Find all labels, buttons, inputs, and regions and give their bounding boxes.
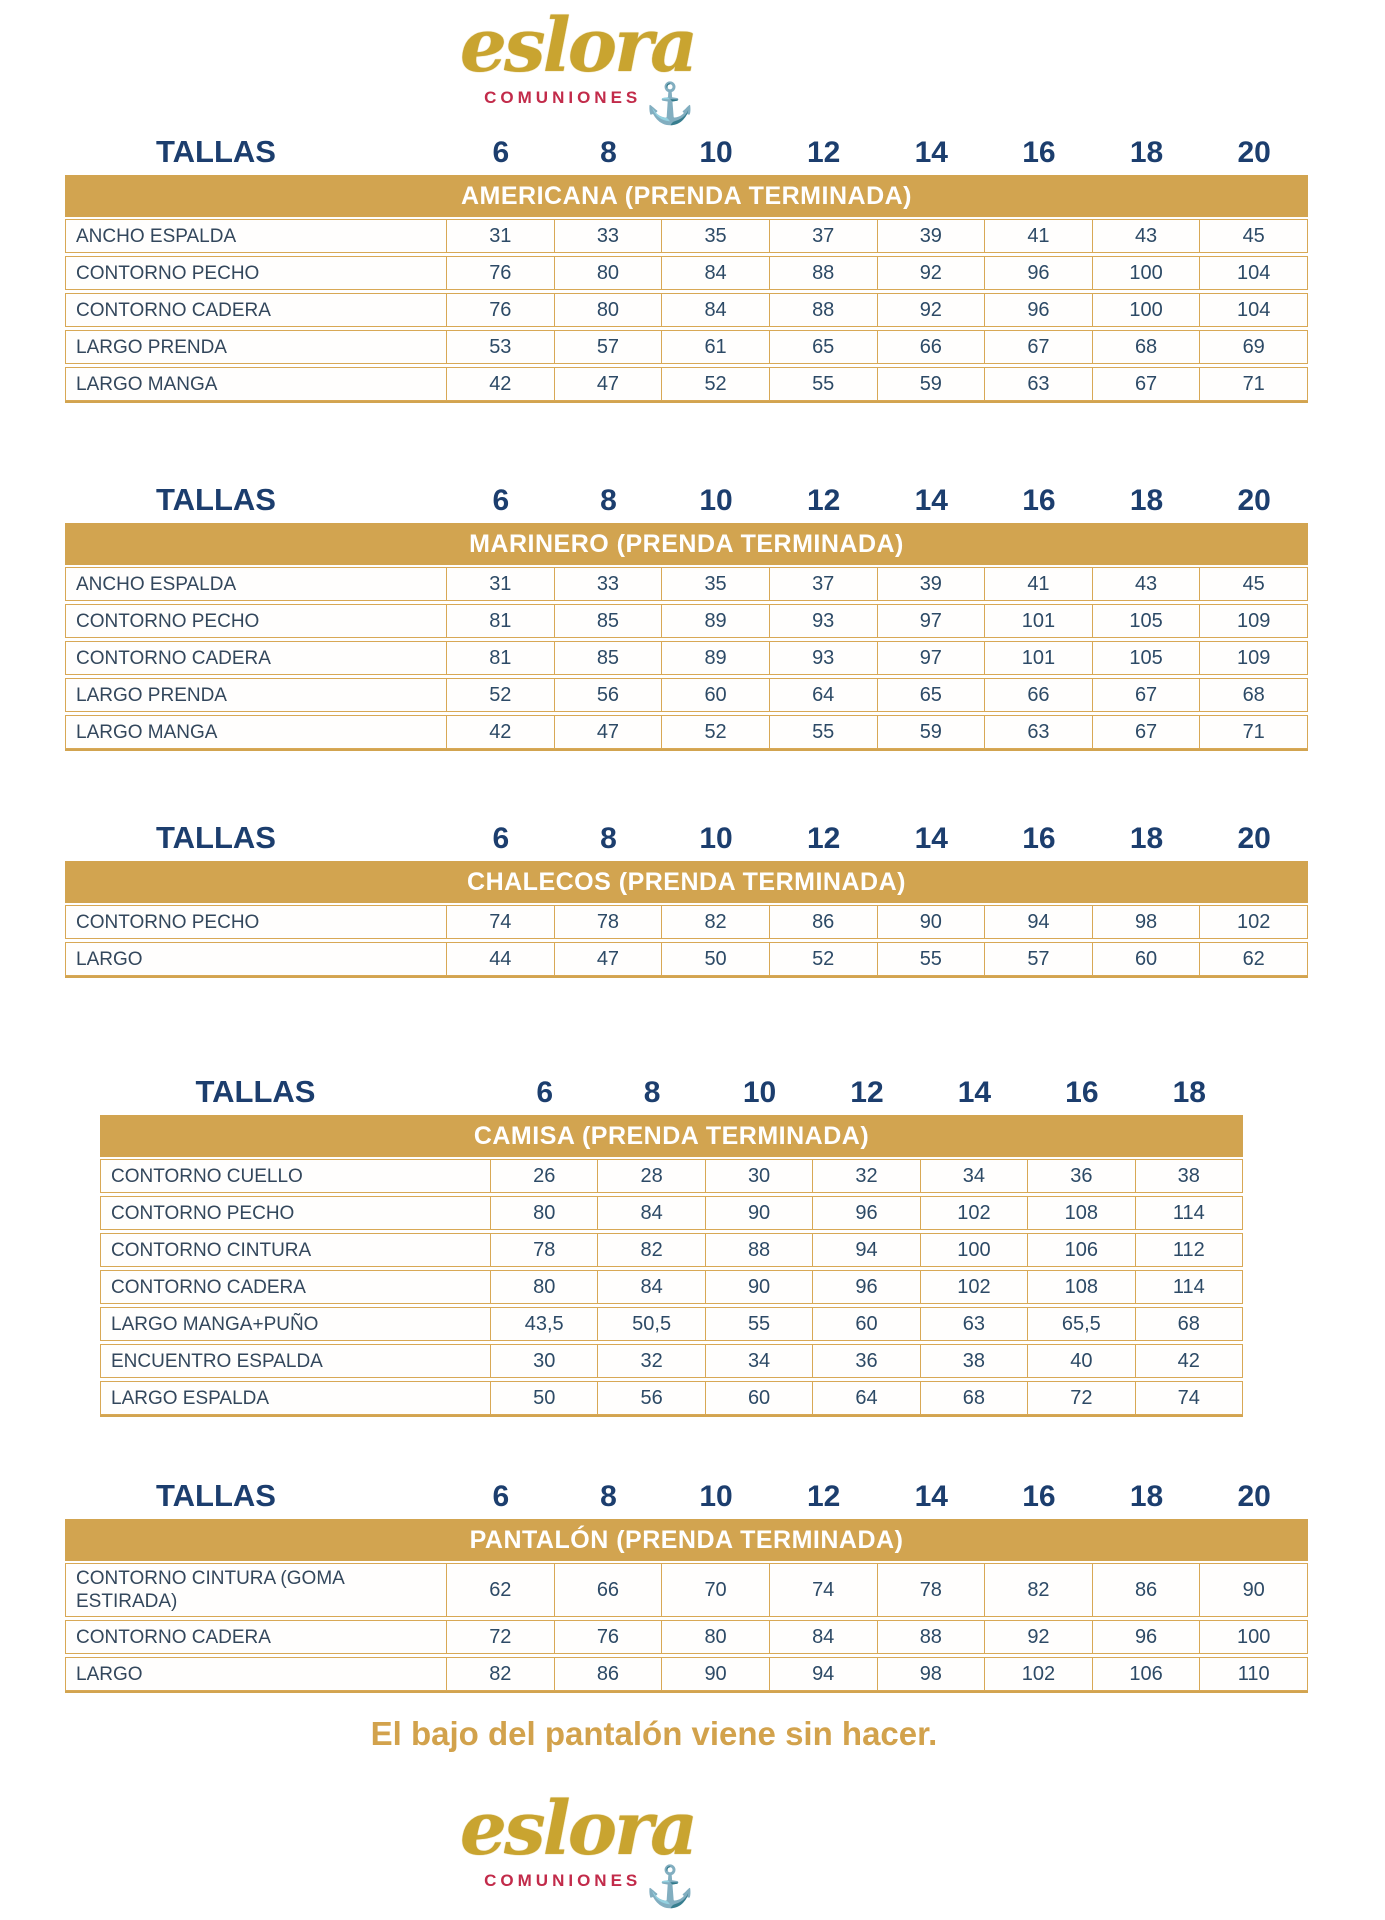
row-label: CONTORNO CADERA [65,1620,447,1654]
measurement-value: 86 [554,1657,663,1691]
measurement-value: 35 [661,219,770,253]
measurement-value: 55 [877,942,986,976]
measurement-value: 53 [446,330,555,364]
size-column-header: 10 [699,1480,733,1513]
table-row [65,256,1308,290]
measurement-value: 65 [769,330,878,364]
measurement-value: 81 [446,641,555,675]
measurement-value: 52 [769,942,878,976]
measurement-value: 96 [984,293,1093,327]
table-row [65,1563,1308,1617]
brand-subtitle: COMUNIONES [484,88,642,107]
table-row [65,367,1308,401]
measurement-value: 109 [1199,604,1308,638]
size-column-header: 12 [807,1480,841,1513]
measurement-value: 55 [769,367,878,401]
measurement-value: 68 [1199,678,1308,712]
measurement-value: 64 [812,1381,920,1415]
size-column-header: 14 [914,136,948,169]
size-column-header: 8 [600,136,617,169]
size-column-header: 14 [914,484,948,517]
measurement-value: 31 [446,567,555,601]
table-row [65,678,1308,712]
measurement-value: 59 [877,367,986,401]
size-column-header: 6 [492,1480,510,1513]
table-row [100,1233,1243,1267]
brand-logo-top [459,0,696,126]
brand-subtitle-row [460,74,696,126]
measurement-value: 59 [877,715,986,749]
measurement-value: 69 [1199,330,1308,364]
row-label: CONTORNO CADERA [65,641,447,675]
measurement-value: 82 [984,1563,1093,1617]
size-column-header: 10 [699,822,733,855]
table-body [65,219,1308,403]
measurement-value: 84 [661,256,770,290]
measurement-value: 76 [446,256,555,290]
brand-subtitle: COMUNIONES [484,1871,642,1890]
table-row [65,219,1308,253]
table-title-band: AMERICANA (PRENDA TERMINADA) [65,175,1308,219]
measurement-value: 66 [554,1563,663,1617]
tallas-label: TALLAS [156,820,276,855]
measurement-value: 78 [554,905,663,939]
table-title-band: CHALECOS (PRENDA TERMINADA) [65,861,1308,905]
size-column-header: 14 [914,1480,948,1513]
measurement-value: 31 [446,219,555,253]
measurement-value: 39 [877,219,986,253]
measurement-value: 84 [769,1620,878,1654]
measurement-value: 52 [446,678,555,712]
measurement-value: 86 [769,905,878,939]
measurement-value: 44 [446,942,555,976]
measurement-value: 88 [877,1620,986,1654]
measurement-value: 106 [1092,1657,1201,1691]
measurement-value: 96 [1092,1620,1201,1654]
measurement-value: 43 [1092,567,1201,601]
row-label: CONTORNO CUELLO [100,1159,491,1193]
table-row [65,1657,1308,1691]
measurement-value: 64 [769,678,878,712]
footer-note: El bajo del pantalón viene sin hacer. [370,1715,938,1752]
measurement-value: 66 [984,678,1093,712]
measurement-value: 98 [877,1657,986,1691]
size-column-header: 18 [1129,136,1164,169]
measurement-value: 84 [661,293,770,327]
table-row [65,330,1308,364]
row-label: CONTORNO CADERA [65,293,447,327]
sizes-header-row [65,481,1308,523]
measurement-value: 65,5 [1027,1307,1135,1341]
measurement-value: 32 [812,1159,920,1193]
measurement-value: 32 [597,1344,705,1378]
measurement-value: 37 [769,567,878,601]
measurement-value: 57 [554,330,663,364]
measurement-value: 82 [446,1657,555,1691]
size-column-header: 18 [1129,822,1164,855]
table-row [65,1620,1308,1654]
row-label: LARGO [65,1657,447,1691]
measurement-value: 42 [1135,1344,1243,1378]
table-row [65,905,1308,939]
measurement-value: 93 [769,604,878,638]
measurement-value: 50,5 [597,1307,705,1341]
measurement-value: 104 [1199,293,1308,327]
measurement-value: 82 [661,905,770,939]
section-marinero [65,481,1308,751]
measurement-value: 96 [812,1270,920,1304]
measurement-value: 86 [1092,1563,1201,1617]
measurement-value: 68 [1135,1307,1243,1341]
measurement-value: 101 [984,641,1093,675]
measurement-value: 90 [877,905,986,939]
measurement-value: 60 [1092,942,1201,976]
row-label: LARGO MANGA+PUÑO [100,1307,491,1341]
measurement-value: 90 [661,1657,770,1691]
measurement-value: 102 [984,1657,1093,1691]
measurement-value: 82 [597,1233,705,1267]
measurement-value: 92 [877,256,986,290]
table-row [65,715,1308,749]
measurement-value: 42 [446,367,555,401]
size-column-header: 12 [807,484,841,517]
measurement-value: 67 [1092,715,1201,749]
measurement-value: 74 [769,1563,878,1617]
measurement-value: 94 [769,1657,878,1691]
measurement-value: 52 [661,715,770,749]
size-column-header: 10 [699,484,733,517]
measurement-value: 98 [1092,905,1201,939]
size-column-header: 8 [643,1076,661,1109]
measurement-value: 93 [769,641,878,675]
measurement-value: 28 [597,1159,705,1193]
sizes-header-row [65,1477,1308,1519]
measurement-value: 60 [661,678,770,712]
table-row [65,567,1308,601]
row-label: LARGO PRENDA [65,330,447,364]
size-column-header: 16 [1022,1480,1056,1513]
table-body [100,1159,1243,1417]
measurement-value: 97 [877,641,986,675]
measurement-value: 89 [661,641,770,675]
row-label: LARGO PRENDA [65,678,447,712]
measurement-value: 72 [446,1620,555,1654]
measurement-value: 89 [661,604,770,638]
measurement-value: 71 [1199,715,1308,749]
measurement-value: 80 [554,256,663,290]
table-body [65,1563,1308,1693]
measurement-value: 100 [920,1233,1028,1267]
measurement-value: 42 [446,715,555,749]
measurement-value: 38 [1135,1159,1243,1193]
row-label: CONTORNO PECHO [65,604,447,638]
measurement-value: 66 [877,330,986,364]
measurement-value: 84 [597,1196,705,1230]
measurement-value: 43 [1092,219,1201,253]
table-title-band: MARINERO (PRENDA TERMINADA) [65,523,1308,567]
measurement-value: 105 [1092,641,1201,675]
measurement-value: 60 [705,1381,813,1415]
measurement-value: 92 [877,293,986,327]
measurement-value: 45 [1199,219,1308,253]
brand-wordmark: eslora [459,3,696,89]
measurement-value: 67 [1092,678,1201,712]
measurement-value: 109 [1199,641,1308,675]
measurement-value: 80 [554,293,663,327]
size-column-header: 16 [1022,136,1056,169]
section-chalecos [65,819,1308,978]
measurement-value: 76 [446,293,555,327]
measurement-value: 74 [446,905,555,939]
size-column-header: 16 [1065,1076,1099,1109]
measurement-value: 47 [554,367,663,401]
size-column-header: 18 [1129,1480,1164,1513]
table-row [65,293,1308,327]
measurement-value: 78 [877,1563,986,1617]
measurement-value: 67 [1092,367,1201,401]
measurement-value: 39 [877,567,986,601]
measurement-value: 41 [984,567,1093,601]
measurement-value: 81 [446,604,555,638]
measurement-value: 68 [920,1381,1028,1415]
brand-wordmark: eslora [459,1786,696,1872]
measurement-value: 47 [554,942,663,976]
table-title-band: PANTALÓN (PRENDA TERMINADA) [65,1519,1308,1563]
measurement-value: 43,5 [490,1307,598,1341]
measurement-value: 106 [1027,1233,1135,1267]
measurement-value: 90 [1199,1563,1308,1617]
section-americana [65,133,1308,403]
measurement-value: 114 [1135,1270,1243,1304]
size-column-header: 12 [850,1076,884,1109]
measurement-value: 112 [1135,1233,1243,1267]
size-column-header: 18 [1129,484,1164,517]
measurement-value: 84 [597,1270,705,1304]
measurement-value: 94 [812,1233,920,1267]
measurement-value: 36 [1027,1159,1135,1193]
measurement-value: 37 [769,219,878,253]
measurement-value: 45 [1199,567,1308,601]
measurement-value: 34 [920,1159,1028,1193]
measurement-value: 52 [661,367,770,401]
measurement-value: 78 [490,1233,598,1267]
measurement-value: 56 [554,678,663,712]
measurement-value: 76 [554,1620,663,1654]
measurement-value: 50 [661,942,770,976]
measurement-value: 61 [661,330,770,364]
row-label: LARGO MANGA [65,715,447,749]
sizes-header-row [65,819,1308,861]
measurement-value: 102 [920,1270,1028,1304]
size-column-header: 20 [1237,1480,1271,1513]
size-column-header: 10 [699,136,733,169]
measurement-value: 90 [705,1196,813,1230]
measurement-value: 62 [446,1563,555,1617]
measurement-value: 63 [984,367,1093,401]
measurement-value: 33 [554,567,663,601]
measurement-value: 102 [1199,905,1308,939]
measurement-value: 80 [490,1196,598,1230]
measurement-value: 100 [1199,1620,1308,1654]
measurement-value: 57 [984,942,1093,976]
measurement-value: 34 [705,1344,813,1378]
table-title-band: CAMISA (PRENDA TERMINADA) [100,1115,1243,1159]
size-column-header: 14 [914,822,948,855]
tallas-label: TALLAS [156,1478,276,1513]
measurement-value: 92 [984,1620,1093,1654]
measurement-value: 100 [1092,256,1201,290]
measurement-value: 80 [661,1620,770,1654]
sizes-header-row [100,1073,1243,1115]
measurement-value: 97 [877,604,986,638]
size-column-header: 16 [1022,484,1056,517]
measurement-value: 108 [1027,1270,1135,1304]
size-column-header: 12 [807,136,841,169]
measurement-value: 104 [1199,256,1308,290]
tallas-label: TALLAS [156,134,276,169]
measurement-value: 67 [984,330,1093,364]
size-column-header: 6 [536,1076,554,1109]
measurement-value: 35 [661,567,770,601]
measurement-value: 100 [1092,293,1201,327]
brand-logo-bottom [459,1786,696,1909]
measurement-value: 60 [812,1307,920,1341]
measurement-value: 36 [812,1344,920,1378]
size-column-header: 8 [600,822,617,855]
measurement-value: 96 [812,1196,920,1230]
size-column-header: 6 [492,136,510,169]
anchor-icon: ⚓ [645,82,696,126]
row-label: ANCHO ESPALDA [65,219,447,253]
measurement-value: 88 [705,1233,813,1267]
measurement-value: 114 [1135,1196,1243,1230]
row-label: LARGO MANGA [65,367,447,401]
measurement-value: 70 [661,1563,770,1617]
size-column-header: 16 [1022,822,1056,855]
size-column-header: 18 [1172,1076,1206,1109]
size-column-header: 10 [742,1076,777,1109]
row-label: ENCUENTRO ESPALDA [100,1344,491,1378]
row-label: LARGO [65,942,447,976]
measurement-value: 88 [769,256,878,290]
measurement-value: 65 [877,678,986,712]
table-row [100,1270,1243,1304]
measurement-value: 110 [1199,1657,1308,1691]
sizes-header-row [65,133,1308,175]
size-column-header: 14 [957,1076,992,1109]
measurement-value: 80 [490,1270,598,1304]
table-row [100,1344,1243,1378]
section-camisa [100,1073,1243,1417]
size-column-header: 20 [1237,484,1271,517]
measurement-value: 50 [490,1381,598,1415]
row-label: CONTORNO PECHO [65,256,447,290]
anchor-icon: ⚓ [645,1865,696,1909]
row-label: CONTORNO CINTURA [100,1233,491,1267]
measurement-value: 85 [554,604,663,638]
measurement-value: 47 [554,715,663,749]
measurement-value: 38 [920,1344,1028,1378]
row-label: CONTORNO PECHO [65,905,447,939]
measurement-value: 30 [490,1344,598,1378]
measurement-value: 101 [984,604,1093,638]
measurement-value: 40 [1027,1344,1135,1378]
measurement-value: 105 [1092,604,1201,638]
measurement-value: 30 [705,1159,813,1193]
tallas-label: TALLAS [195,1074,316,1109]
size-column-header: 12 [807,822,841,855]
size-column-header: 20 [1237,136,1271,169]
table-row [100,1381,1243,1415]
table-body [65,905,1308,978]
measurement-value: 90 [705,1270,813,1304]
measurement-value: 55 [769,715,878,749]
table-row [100,1196,1243,1230]
measurement-value: 63 [984,715,1093,749]
row-label: ANCHO ESPALDA [65,567,447,601]
measurement-value: 74 [1135,1381,1243,1415]
measurement-value: 102 [920,1196,1028,1230]
measurement-value: 71 [1199,367,1308,401]
tallas-label: TALLAS [156,482,276,517]
measurement-value: 33 [554,219,663,253]
row-label: LARGO ESPALDA [100,1381,491,1415]
size-column-header: 8 [600,484,617,517]
measurement-value: 88 [769,293,878,327]
measurement-value: 56 [597,1381,705,1415]
table-body [65,567,1308,751]
row-label: CONTORNO PECHO [100,1196,491,1230]
measurement-value: 94 [984,905,1093,939]
row-label: CONTORNO CADERA [100,1270,491,1304]
measurement-value: 96 [984,256,1093,290]
measurement-value: 68 [1092,330,1201,364]
measurement-value: 62 [1199,942,1308,976]
table-row [65,604,1308,638]
measurement-value: 63 [920,1307,1028,1341]
section-pantalon [65,1477,1308,1693]
measurement-value: 85 [554,641,663,675]
table-row [65,942,1308,976]
measurement-value: 55 [705,1307,813,1341]
row-label: CONTORNO CINTURA (GOMA ESTIRADA) [65,1563,447,1617]
size-column-header: 6 [492,484,510,517]
measurement-value: 108 [1027,1196,1135,1230]
table-row [100,1307,1243,1341]
size-column-header: 20 [1237,822,1271,855]
size-column-header: 6 [492,822,510,855]
table-row [65,641,1308,675]
measurement-value: 72 [1027,1381,1135,1415]
brand-subtitle-row [460,1857,696,1909]
size-column-header: 8 [600,1480,617,1513]
table-row [100,1159,1243,1193]
measurement-value: 26 [490,1159,598,1193]
measurement-value: 41 [984,219,1093,253]
